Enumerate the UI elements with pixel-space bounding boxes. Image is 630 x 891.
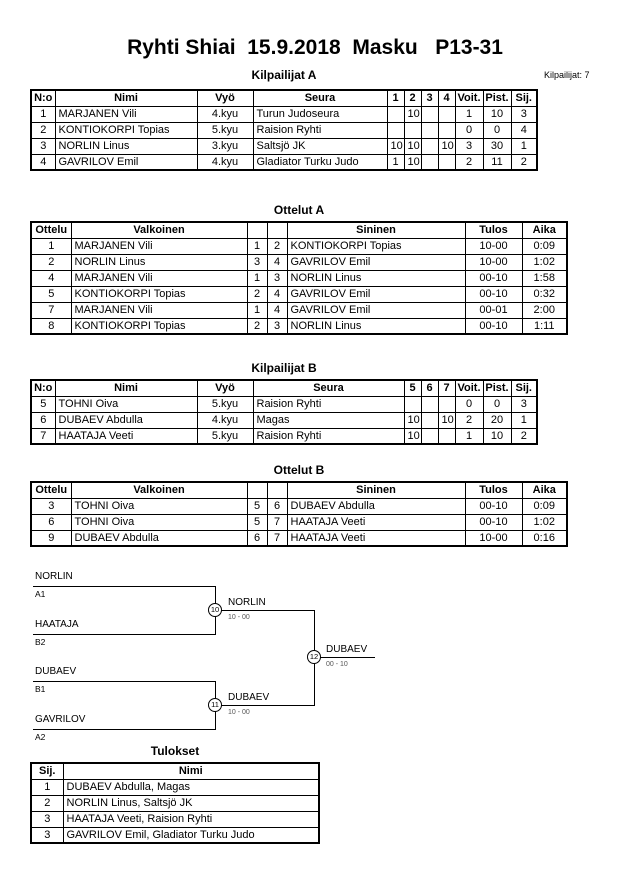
section-title-ottelut-a: Ottelut A [273,203,325,217]
column-header: Seura [253,380,404,396]
table-cell: KONTIOKORPI Topias [71,286,247,302]
table-cell: NORLIN Linus, Saltsjö JK [63,795,319,811]
table-row [31,811,319,827]
table-row [31,318,567,334]
table-cell: Raision Ryhti [253,428,404,444]
column-header: N:o [31,90,55,106]
table-cell: Gladiator Turku Judo [253,154,387,170]
table-cell [421,106,438,122]
table-cell: 00-10 [465,498,522,514]
table-cell: 1 [31,106,55,122]
table-cell: 0:09 [522,498,567,514]
kilpailijat-b-table [30,379,538,445]
table-cell: GAVRILOV Emil, Gladiator Turku Judo [63,827,319,843]
column-header: Voit. [455,90,483,106]
column-header: 6 [421,380,438,396]
table-cell: 2 [31,122,55,138]
table-cell: 0:16 [522,530,567,546]
table-cell: 1 [455,428,483,444]
table-cell: 5 [31,286,71,302]
table-cell: 5.kyu [197,428,253,444]
bracket-line [314,657,375,658]
table-cell [421,428,438,444]
table-cell: 4 [267,286,287,302]
table-cell: 1 [247,270,267,286]
table-cell: Raision Ryhti [253,122,387,138]
table-row [31,498,567,514]
match-number-badge: 11 [208,698,222,712]
table-row [31,827,319,843]
table-cell [404,122,421,138]
bracket-seed: B2 [35,637,46,647]
table-cell: 3 [267,318,287,334]
table-cell: 5 [31,396,55,412]
table-cell: 4 [31,154,55,170]
table-cell [421,138,438,154]
column-header: Aika [522,482,567,498]
table-cell: 1 [455,106,483,122]
match-number-badge: 12 [307,650,321,664]
table-cell: 3 [31,827,63,843]
table-cell: HAATAJA Veeti [287,514,465,530]
table-cell: 3 [455,138,483,154]
table-row [31,795,319,811]
table-header-row [31,380,537,396]
column-header [267,482,287,498]
table-cell: 10 [404,428,421,444]
table-cell: 3 [511,106,537,122]
table-cell: MARJANEN Vili [71,302,247,318]
section-title-kilpailijat-a: Kilpailijat A [251,68,317,82]
table-cell: 8 [31,318,71,334]
table-cell: 10 [404,138,421,154]
table-header-row [31,90,537,106]
table-cell: KONTIOKORPI Topias [287,238,465,254]
column-header: Aika [522,222,567,238]
bracket-score: 10 - 00 [228,709,250,716]
table-cell: 10-00 [465,530,522,546]
bracket-winner-name: DUBAEV [326,644,368,655]
bracket-player-name: HAATAJA [35,619,79,630]
table-cell: 2 [511,154,537,170]
table-cell: 1 [511,412,537,428]
table-cell [438,154,455,170]
table-cell: 3 [511,396,537,412]
table-cell: 3 [31,138,55,154]
table-cell: 00-10 [465,286,522,302]
table-cell: Raision Ryhti [253,396,404,412]
table-cell: DUBAEV Abdulla, Magas [63,779,319,795]
table-row [31,302,567,318]
table-cell: 11 [483,154,511,170]
table-cell [438,122,455,138]
bracket-line [33,634,216,635]
column-header: Seura [253,90,387,106]
table-cell: 2 [455,154,483,170]
table-row [31,138,537,154]
column-header [247,482,267,498]
table-cell: 0 [483,396,511,412]
table-cell [438,106,455,122]
table-cell: 20 [483,412,511,428]
table-cell: 1 [31,238,71,254]
table-cell [421,412,438,428]
table-cell: 10-00 [465,238,522,254]
table-row [31,254,567,270]
table-cell [421,396,438,412]
table-cell: 2 [267,238,287,254]
table-cell [438,428,455,444]
table-cell: MARJANEN Vili [71,270,247,286]
bracket-score: 00 - 10 [326,661,348,668]
column-header: Vyö [197,90,253,106]
table-cell: HAATAJA Veeti [55,428,197,444]
column-header: Sininen [287,222,465,238]
table-cell: 4.kyu [197,154,253,170]
table-cell: NORLIN Linus [55,138,197,154]
column-header [247,222,267,238]
table-cell: 7 [31,428,55,444]
table-cell: 3 [31,498,71,514]
table-cell [387,106,404,122]
column-header: Ottelu [31,482,71,498]
table-cell: 10 [404,412,421,428]
table-row [31,270,567,286]
table-cell: MARJANEN Vili [55,106,197,122]
bracket-player-name: GAVRILOV [35,714,86,725]
column-header: Sij. [31,763,63,779]
page-title: Ryhti Shiai 15.9.2018 Masku P13-31 [127,36,503,59]
table-cell: KONTIOKORPI Topias [71,318,247,334]
table-header-row [31,763,319,779]
table-cell: 0 [455,122,483,138]
table-cell: 1:02 [522,514,567,530]
table-cell: DUBAEV Abdulla [287,498,465,514]
table-header-row [31,222,567,238]
table-cell: 2 [247,318,267,334]
bracket-line [33,586,216,587]
table-cell: 3 [247,254,267,270]
bracket-player-name: NORLIN [35,571,73,582]
bracket-line [215,705,315,706]
table-cell: 5 [247,498,267,514]
table-cell: 0 [483,122,511,138]
bracket-seed: A2 [35,732,46,742]
ottelut-b-table [30,481,568,547]
competitors-count: Kilpailijat: 7 [544,70,590,80]
column-header: Sininen [287,482,465,498]
table-cell: 7 [267,514,287,530]
column-header: Nimi [55,380,197,396]
table-cell: DUBAEV Abdulla [55,412,197,428]
table-cell: NORLIN Linus [287,318,465,334]
table-cell: 10 [404,154,421,170]
table-cell: TOHNI Oiva [55,396,197,412]
table-cell: 3 [31,811,63,827]
table-cell: 7 [31,302,71,318]
table-cell: 2:00 [522,302,567,318]
table-cell: 3 [267,270,287,286]
table-cell: 1 [31,779,63,795]
table-cell: 1 [511,138,537,154]
column-header: 3 [421,90,438,106]
table-cell: NORLIN Linus [287,270,465,286]
table-row [31,106,537,122]
table-cell: GAVRILOV Emil [287,286,465,302]
table-cell: 1 [387,154,404,170]
column-header: Nimi [55,90,197,106]
table-cell: Saltsjö JK [253,138,387,154]
ottelut-a-table [30,221,568,335]
table-cell: 0:32 [522,286,567,302]
column-header: 2 [404,90,421,106]
column-header: Sij. [511,90,537,106]
table-cell: 10 [404,106,421,122]
table-cell: GAVRILOV Emil [287,254,465,270]
table-cell: 1 [247,302,267,318]
column-header: N:o [31,380,55,396]
bracket-line [33,681,216,682]
bracket-line [33,729,216,730]
table-header-row [31,482,567,498]
table-cell: NORLIN Linus [71,254,247,270]
table-cell: 1:11 [522,318,567,334]
table-cell: MARJANEN Vili [71,238,247,254]
section-title-tulokset: Tulokset [150,744,200,758]
bracket-line [215,610,315,611]
column-header: Nimi [63,763,319,779]
bracket-winner-name: DUBAEV [228,692,270,703]
table-cell: 9 [31,530,71,546]
column-header: Tulos [465,482,522,498]
column-header: Pist. [483,380,511,396]
table-cell: HAATAJA Veeti, Raision Ryhti [63,811,319,827]
table-cell [387,122,404,138]
table-cell: 4 [511,122,537,138]
bracket-winner-name: NORLIN [228,597,266,608]
column-header: Ottelu [31,222,71,238]
table-cell: TOHNI Oiva [71,514,247,530]
table-cell: Turun Judoseura [253,106,387,122]
table-cell: 4.kyu [197,412,253,428]
table-cell: 2 [511,428,537,444]
column-header: Pist. [483,90,511,106]
column-header: 5 [404,380,421,396]
column-header: 7 [438,380,455,396]
table-row [31,154,537,170]
column-header: 4 [438,90,455,106]
table-cell: 4 [267,302,287,318]
table-cell: 4.kyu [197,106,253,122]
table-cell: 6 [247,530,267,546]
table-cell: DUBAEV Abdulla [71,530,247,546]
table-cell [421,122,438,138]
table-cell: 10 [483,106,511,122]
table-cell: 5 [247,514,267,530]
column-header: Sij. [511,380,537,396]
table-cell [404,396,421,412]
table-cell: 10 [483,428,511,444]
bracket-player-name: DUBAEV [35,666,77,677]
column-header: Valkoinen [71,482,247,498]
table-cell: 10 [438,412,455,428]
table-cell: 3.kyu [197,138,253,154]
column-header [267,222,287,238]
column-header: Vyö [197,380,253,396]
section-title-ottelut-b: Ottelut B [273,463,325,477]
table-cell: 1:02 [522,254,567,270]
match-number-badge: 10 [208,603,222,617]
table-cell [421,154,438,170]
table-cell: 7 [267,530,287,546]
table-cell: 6 [267,498,287,514]
table-cell: 4 [267,254,287,270]
table-row [31,412,537,428]
table-cell: 10-00 [465,254,522,270]
table-cell: 0 [455,396,483,412]
table-cell: 30 [483,138,511,154]
table-cell: 10 [438,138,455,154]
table-cell: GAVRILOV Emil [287,302,465,318]
table-cell: 0:09 [522,238,567,254]
table-cell: 00-10 [465,318,522,334]
table-cell: 00-10 [465,270,522,286]
table-row [31,514,567,530]
table-row [31,286,567,302]
table-cell: 5.kyu [197,122,253,138]
table-cell: 00-10 [465,514,522,530]
table-row [31,396,537,412]
table-cell: 10 [387,138,404,154]
column-header: 1 [387,90,404,106]
table-cell: TOHNI Oiva [71,498,247,514]
section-title-kilpailijat-b: Kilpailijat B [251,361,317,375]
table-cell: KONTIOKORPI Topias [55,122,197,138]
table-row [31,428,537,444]
table-row [31,779,319,795]
column-header: Voit. [455,380,483,396]
table-cell: 2 [31,254,71,270]
table-cell: 2 [455,412,483,428]
table-cell: 2 [31,795,63,811]
bracket-seed: B1 [35,684,46,694]
table-cell: 5.kyu [197,396,253,412]
table-cell: Magas [253,412,404,428]
kilpailijat-a-table [30,89,538,171]
bracket-score: 10 - 00 [228,614,250,621]
tulokset-table [30,762,320,844]
table-row [31,238,567,254]
table-row [31,530,567,546]
table-cell: 1:58 [522,270,567,286]
bracket-seed: A1 [35,589,46,599]
table-cell [438,396,455,412]
table-cell: 1 [247,238,267,254]
table-cell: 6 [31,514,71,530]
column-header: Valkoinen [71,222,247,238]
table-cell: 4 [31,270,71,286]
table-cell: 00-01 [465,302,522,318]
column-header: Tulos [465,222,522,238]
table-cell: GAVRILOV Emil [55,154,197,170]
table-cell: 2 [247,286,267,302]
table-cell: 6 [31,412,55,428]
table-cell: HAATAJA Veeti [287,530,465,546]
table-row [31,122,537,138]
